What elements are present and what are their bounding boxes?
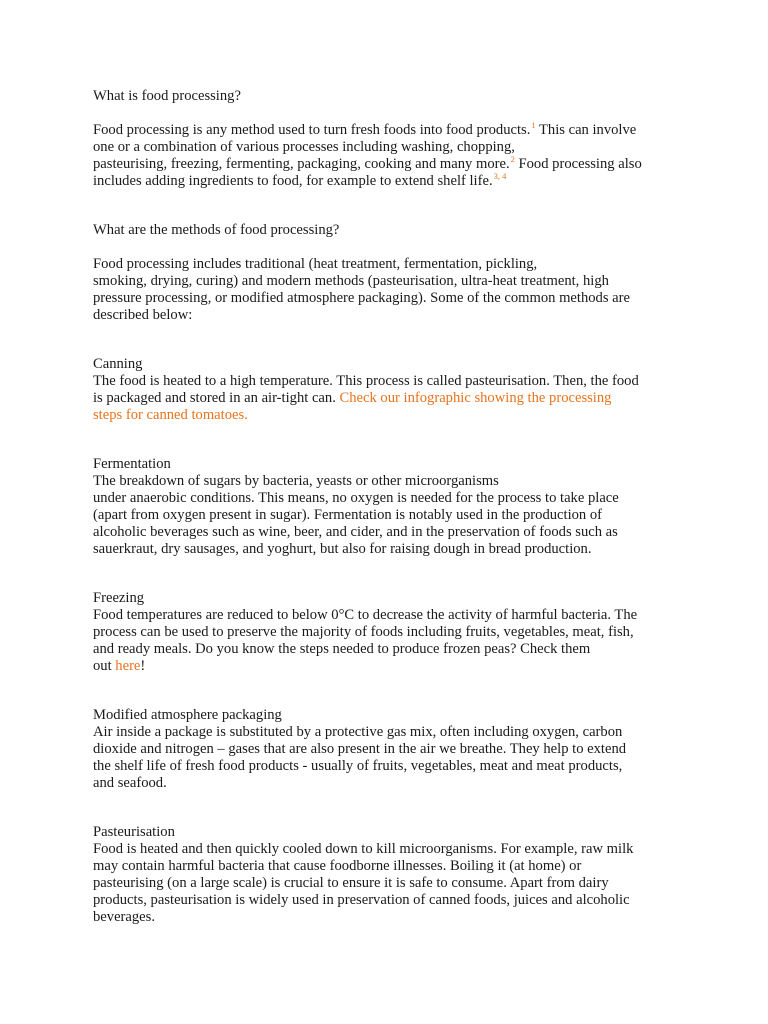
text-line	[93, 122, 683, 139]
text-line: described below:	[93, 307, 193, 323]
paragraph-methods	[93, 256, 683, 324]
document-page	[93, 88, 683, 926]
text-line: and seafood.	[93, 775, 167, 791]
text-line: (apart from oxygen present in sugar). Fermentation is notably used in the production of	[93, 507, 603, 523]
footnote-ref-2[interactable]: 2	[510, 154, 515, 164]
spacer	[93, 792, 683, 824]
heading-pasteurisation: Pasteurisation	[93, 824, 175, 840]
text-line: the shelf life of fresh food products - usually of fruits, vegetables, meat and meat products,	[93, 758, 623, 774]
text-run: Food processing is any method used to turn fresh foods into food products.	[93, 122, 531, 138]
spacer	[93, 324, 683, 356]
heading-fermentation: Fermentation	[93, 456, 171, 472]
text-line: Food temperatures are reduced to below 0°C to decrease the activity of harmful bacteria. The	[93, 607, 638, 623]
paragraph-canning	[93, 373, 683, 424]
infographic-canned-tomatoes-link[interactable]: Check our infographic showing the processing	[339, 390, 612, 406]
text-line: pressure processing, or modified atmosphere packaging). Some of the common methods are	[93, 290, 630, 306]
text-line: beverages.	[93, 909, 155, 925]
text-line: and ready meals. Do you know the steps needed to produce frozen peas? Check them	[93, 641, 591, 657]
text-line: sauerkraut, dry sausages, and yoghurt, but also for raising dough in bread production.	[93, 541, 592, 557]
text-line	[93, 156, 683, 173]
text-line: pasteurising (on a large scale) is crucial to ensure it is safe to consume. Apart from dairy	[93, 875, 609, 891]
footnote-ref-3-4[interactable]: 3, 4	[493, 171, 507, 181]
spacer	[93, 190, 683, 222]
text-line: process can be used to preserve the majority of foods including fruits, vegetables, meat, fish,	[93, 624, 634, 640]
text-line	[93, 173, 683, 190]
text-run: !	[140, 658, 146, 674]
text-line: Food processing includes traditional (heat treatment, fermentation, pickling,	[93, 256, 538, 272]
text-run: This can involve	[535, 122, 637, 138]
text-run: includes adding ingredients to food, for example to extend shelf life.	[93, 173, 493, 189]
text-line	[93, 658, 683, 675]
text-run: Food processing also	[514, 156, 642, 172]
text-run: is packaged and stored in an air-tight can.	[93, 390, 340, 406]
heading-what-is-food-processing: What is food processing?	[93, 88, 241, 104]
heading-freezing: Freezing	[93, 590, 145, 606]
infographic-canned-tomatoes-link[interactable]: steps for canned tomatoes.	[93, 407, 248, 423]
text-line: alcoholic beverages such as wine, beer, and cider, and in the preservation of foods such as	[93, 524, 618, 540]
heading-canning: Canning	[93, 356, 143, 372]
text-line	[93, 390, 683, 407]
text-line: products, pasteurisation is widely used in preservation of canned foods, juices and alcoholic	[93, 892, 630, 908]
spacer	[93, 424, 683, 456]
spacer	[93, 105, 683, 122]
paragraph-modified-atmosphere-packaging	[93, 724, 683, 792]
paragraph-pasteurisation	[93, 841, 683, 926]
paragraph-freezing	[93, 607, 683, 675]
text-line: dioxide and nitrogen – gases that are also present in the air we breathe. They help to extend	[93, 741, 627, 757]
text-run: out	[93, 658, 116, 674]
spacer	[93, 558, 683, 590]
text-line: one or a combination of various processes including washing, chopping,	[93, 139, 515, 155]
text-line: smoking, drying, curing) and modern methods (pasteurisation, ultra-heat treatment, high	[93, 273, 609, 289]
text-line: Air inside a package is substituted by a protective gas mix, often including oxygen, carbon	[93, 724, 623, 740]
text-line: Food is heated and then quickly cooled down to kill microorganisms. For example, raw milk	[93, 841, 634, 857]
paragraph-fermentation	[93, 473, 683, 558]
paragraph-what-is	[93, 122, 683, 190]
heading-modified-atmosphere-packaging: Modified atmosphere packaging	[93, 707, 282, 723]
text-line: under anaerobic conditions. This means, no oxygen is needed for the process to take place	[93, 490, 619, 506]
spacer	[93, 239, 683, 256]
footnote-ref-1[interactable]: 1	[531, 120, 536, 130]
text-run: pasteurising, freezing, fermenting, packaging, cooking and many more.	[93, 156, 510, 172]
frozen-peas-link[interactable]: here	[115, 658, 141, 674]
text-line: The food is heated to a high temperature. This process is called pasteurisation. Then, the food	[93, 373, 639, 389]
text-line: may contain harmful bacteria that cause foodborne illnesses. Boiling it (at home) or	[93, 858, 582, 874]
spacer	[93, 675, 683, 707]
text-line: The breakdown of sugars by bacteria, yeasts or other microorganisms	[93, 473, 499, 489]
heading-methods: What are the methods of food processing?	[93, 222, 340, 238]
